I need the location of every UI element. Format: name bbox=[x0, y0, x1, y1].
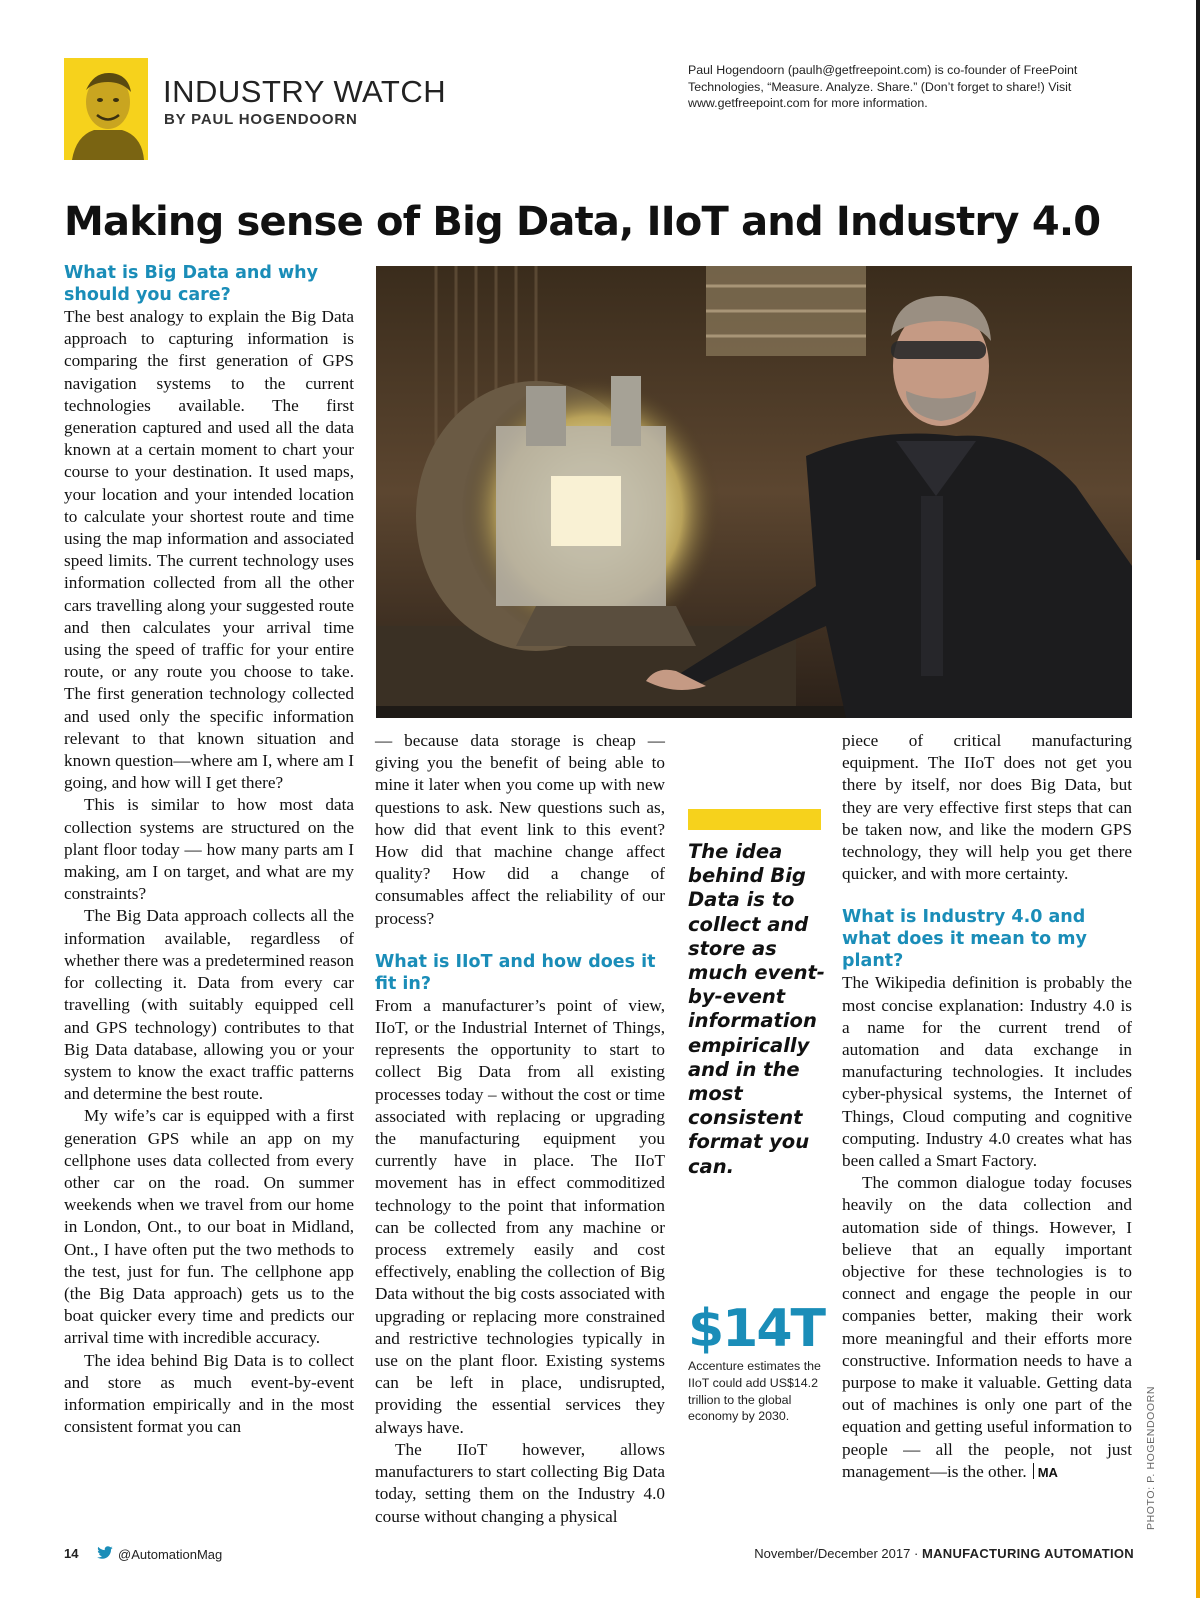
stat-value: $14T bbox=[688, 1299, 825, 1359]
paragraph: — because data storage is cheap — giving you the benefit of being able to mine it later when you come up with new questions to ask. New questions such as, how did that event link to this event? How did that machine change affect quality? How did a change of consumables affect the reliability of our process? bbox=[375, 731, 665, 928]
paragraph: My wife’s car is equipped with a first generation GPS while an app on my cellphone uses data collected from every other car on the road. On summer weekends when we travel from our home in London, Ont., to our boat in Midland, Ont., I have often put the two methods to the test, just for fun. The cellphone app (the Big Data approach) gets us to the boat quicker every time and predicts our arrival time with incredible accuracy. bbox=[64, 1106, 354, 1348]
paragraph: The IIoT however, allows manufacturers to start collecting Big Data today, setting them on the Industry 4.0 course without changing a physical bbox=[375, 1439, 665, 1526]
paragraph: This is similar to how most data collection systems are structured on the plant floor today — how many parts am I making, am I on target, and what are my constraints? bbox=[64, 795, 354, 904]
section-title: INDUSTRY WATCH bbox=[163, 74, 447, 109]
paragraph: The Wikipedia definition is probably the most concise explanation: Industry 4.0 is a name for the current trend of automation and data exchange in manufacturing technologies. It includes cyber-physical systems, the Internet of Things, Cloud computing and cognitive computing. Industry 4.0 creates what has been called a Smart Factory. bbox=[842, 973, 1132, 1171]
page-edge-bar-accent bbox=[1196, 560, 1200, 1598]
paragraph: piece of critical manufacturing equipment. The IIoT does not get you there by itself, nor does Big Data, but they are very effective first steps that can be taken now, and like the modern GPS technology, they will help you get there quicker, and with more certainty. bbox=[842, 731, 1132, 884]
twitter-handle-link[interactable] bbox=[96, 1546, 222, 1563]
paragraph: The best analogy to explain the Big Data approach to capturing information is comparing the first generation of GPS navigation systems to the current technologies available. The first generation captured and used all the data known at a certain moment to chart your course to your destination. It used maps, your location and your intended location to calculate your shortest route and time using the map information and associated speed limits. The current technology uses information collected from all the other cars travelling along your suggested route and then calculates your arrival time using the speed of traffic for your entire route, or any route you choose to take. The first generation technology collected and used only the specific information relevant to that known situation and known question—where am I, where am I going, and how will I get there? bbox=[64, 307, 354, 793]
article-column-3 bbox=[842, 730, 1132, 1484]
photo-credit: PHOTO: P. HOGENDOORN bbox=[1145, 1385, 1157, 1530]
pullquote: The idea behind Big Data is to collect and store as much event-by-event information empirically and in the most consistent format you can. bbox=[688, 840, 825, 1178]
pullquote-accent-bar bbox=[688, 809, 821, 830]
article-photo bbox=[376, 266, 1132, 718]
article-column-2 bbox=[375, 730, 665, 1528]
twitter-handle: @AutomationMag bbox=[118, 1547, 223, 1562]
paragraph bbox=[842, 1172, 1132, 1484]
twitter-bird-icon bbox=[96, 1546, 114, 1563]
paragraph: The Big Data approach collects all the information available, regardless of whether there was a predetermined reason for collecting it. Data from every car travelling (with suitably equipped cell and GPS technology) contributes to that Big Data database, allowing you or your system to know the exact traffic patterns and determine the best route. bbox=[64, 906, 354, 1104]
closing-text: The common dialogue today focuses heavily on the data collection and automation side of things. However, I believe that an equally important objective for these technologies is to connect and engage the people in our companies better, making their work more meaningful and their efforts more constructive. Information needs to have a purpose to make it valuable. Getting data out of machines is only one part of the equation and getting useful information to people — all the people, not just management—is the other. bbox=[842, 1173, 1132, 1481]
footer-separator: · bbox=[913, 1546, 919, 1561]
author-bio: Paul Hogendoorn (paulh@getfreepoint.com) is co-founder of FreePoint Technologies, “Measure. Analyze. Share.” (Don’t forget to share!) Visit www.getfreepoint.com for more information. bbox=[688, 63, 1078, 110]
author-byline: BY PAUL HOGENDOORN bbox=[164, 111, 358, 128]
subhead-big-data: What is Big Data and why should you care? bbox=[64, 263, 319, 305]
paragraph: From a manufacturer’s point of view, IIoT, or the Industrial Internet of Things, represents the opportunity to start to collect Big Data from all existing processes today – without the cost or time associated with replacing or upgrading the manufacturing equipment you currently have in place. The IIoT movement has in effect commoditized technology to the point that information can be collected from any machine or process extremely easily and cost effectively, enabling the collection of Big Data without the big costs associated with upgrading or replacing more constrained and restrictive technologies typically in use on the plant floor. Existing systems can be left in place, undisrupted, providing the essential services they always have. bbox=[375, 995, 665, 1437]
article-column-1 bbox=[64, 262, 354, 1438]
article-headline: Making sense of Big Data, IIoT and Industry 4.0 bbox=[64, 198, 1101, 245]
signoff-divider bbox=[1033, 1463, 1034, 1479]
subhead-industry-4: What is Industry 4.0 and what does it mean to my plant? bbox=[842, 907, 1087, 972]
stat-caption: Accenture estimates the IIoT could add US$14.2 trillion to the global economy by 2030. bbox=[688, 1359, 821, 1424]
footer-issue-info bbox=[754, 1546, 1134, 1561]
author-portrait bbox=[64, 58, 148, 160]
paragraph: The idea behind Big Data is to collect and store as much event-by-event information empirically and in the most consistent format you can bbox=[64, 1350, 354, 1437]
issue-date: November/December 2017 bbox=[754, 1546, 911, 1561]
page-edge-bar bbox=[1196, 0, 1200, 560]
page-number: 14 bbox=[64, 1546, 79, 1561]
subhead-iiot: What is IIoT and how does it fit in? bbox=[375, 951, 656, 994]
magazine-name: MANUFACTURING AUTOMATION bbox=[921, 1546, 1134, 1561]
signoff-mark: MA bbox=[1037, 1464, 1058, 1480]
